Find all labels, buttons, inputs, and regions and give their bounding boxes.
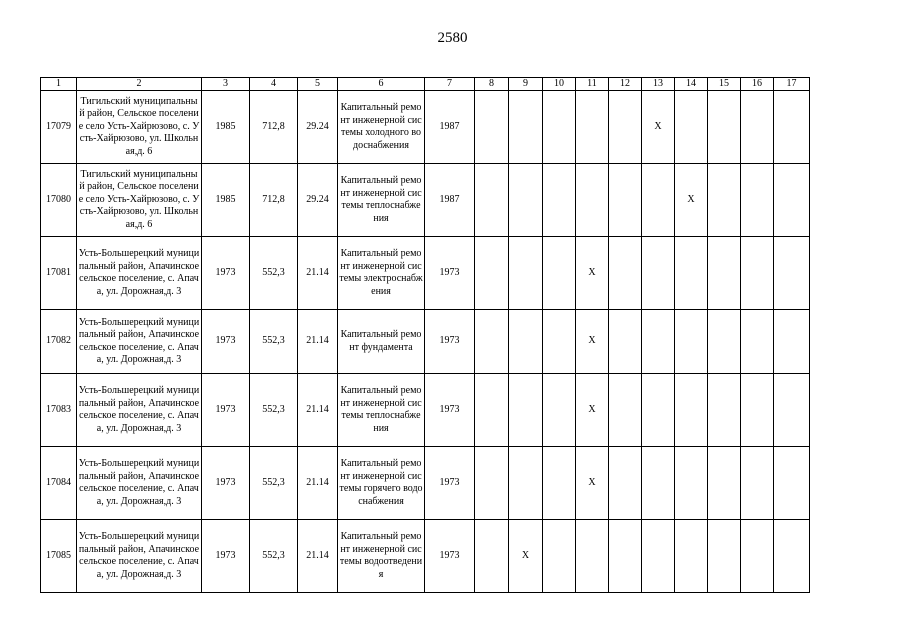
mark-cell [576, 164, 609, 237]
address-cell: Усть-Большерецкий муниципальный район, Апачинское сельское поселение, с. Апача, ул. Дорожная,д. 3 [77, 310, 202, 374]
mark-cell [741, 237, 774, 310]
year-built-cell: 1985 [202, 164, 250, 237]
mark-cell [509, 237, 543, 310]
mark-cell [741, 164, 774, 237]
mark-cell [509, 374, 543, 447]
column-number: 9 [509, 78, 543, 91]
table-row [41, 520, 810, 593]
mark-cell [774, 237, 810, 310]
mark-cell [642, 237, 675, 310]
mark-cell [675, 91, 708, 164]
mark-cell [642, 520, 675, 593]
address-cell: Тигильский муниципальный район, Сельское поселение село Усть-Хайрюзово, с. Усть-Хайрюзово, ул. Школьная,д. 6 [77, 91, 202, 164]
mark-cell [741, 520, 774, 593]
column-number: 14 [675, 78, 708, 91]
column-number: 17 [774, 78, 810, 91]
mark-cell [774, 374, 810, 447]
value-cell: 29.24 [298, 91, 338, 164]
header-row [41, 78, 810, 91]
area-cell: 552,3 [250, 310, 298, 374]
mark-cell [475, 91, 509, 164]
column-number: 12 [609, 78, 642, 91]
mark-cell: X [642, 91, 675, 164]
mark-cell [509, 164, 543, 237]
mark-cell [642, 447, 675, 520]
mark-cell [609, 520, 642, 593]
column-number: 11 [576, 78, 609, 91]
mark-cell [741, 374, 774, 447]
year-cell: 1973 [425, 237, 475, 310]
mark-cell [543, 91, 576, 164]
mark-cell [609, 447, 642, 520]
area-cell: 552,3 [250, 374, 298, 447]
column-number: 6 [338, 78, 425, 91]
mark-cell [609, 237, 642, 310]
table-row [41, 164, 810, 237]
register-table [40, 77, 810, 593]
row-id: 17080 [41, 164, 77, 237]
table-row [41, 91, 810, 164]
mark-cell [708, 91, 741, 164]
work-type-cell: Капитальный ремонт инженерной системы водоотведения [338, 520, 425, 593]
mark-cell [708, 164, 741, 237]
year-built-cell: 1973 [202, 447, 250, 520]
address-cell: Усть-Большерецкий муниципальный район, Апачинское сельское поселение, с. Апача, ул. Дорожная,д. 3 [77, 520, 202, 593]
mark-cell [708, 520, 741, 593]
work-type-cell: Капитальный ремонт инженерной системы электроснабжения [338, 237, 425, 310]
mark-cell [509, 310, 543, 374]
column-number: 13 [642, 78, 675, 91]
mark-cell [675, 520, 708, 593]
work-type-cell: Капитальный ремонт инженерной системы горячего водоснабжения [338, 447, 425, 520]
year-built-cell: 1973 [202, 374, 250, 447]
year-cell: 1973 [425, 374, 475, 447]
area-cell: 712,8 [250, 164, 298, 237]
row-id: 17085 [41, 520, 77, 593]
work-type-cell: Капитальный ремонт инженерной системы теплоснабжения [338, 164, 425, 237]
mark-cell [708, 237, 741, 310]
work-type-cell: Капитальный ремонт инженерной системы теплоснабжения [338, 374, 425, 447]
mark-cell [543, 164, 576, 237]
mark-cell [509, 91, 543, 164]
year-cell: 1973 [425, 447, 475, 520]
year-built-cell: 1973 [202, 310, 250, 374]
column-number: 15 [708, 78, 741, 91]
mark-cell [774, 164, 810, 237]
mark-cell [576, 91, 609, 164]
mark-cell [609, 164, 642, 237]
page-number: 2580 [437, 30, 468, 46]
area-cell: 712,8 [250, 91, 298, 164]
row-id: 17083 [41, 374, 77, 447]
value-cell: 29.24 [298, 164, 338, 237]
mark-cell: X [576, 374, 609, 447]
row-id: 17084 [41, 447, 77, 520]
year-built-cell: 1973 [202, 520, 250, 593]
address-cell: Усть-Большерецкий муниципальный район, Апачинское сельское поселение, с. Апача, ул. Дорожная,д. 3 [77, 237, 202, 310]
column-number: 8 [475, 78, 509, 91]
area-cell: 552,3 [250, 237, 298, 310]
mark-cell [543, 237, 576, 310]
area-cell: 552,3 [250, 447, 298, 520]
table-row [41, 237, 810, 310]
mark-cell [609, 374, 642, 447]
row-id: 17079 [41, 91, 77, 164]
mark-cell [774, 310, 810, 374]
mark-cell [642, 164, 675, 237]
column-number: 1 [41, 78, 77, 91]
mark-cell: X [576, 310, 609, 374]
column-number: 10 [543, 78, 576, 91]
table-row [41, 374, 810, 447]
year-cell: 1987 [425, 164, 475, 237]
mark-cell [642, 310, 675, 374]
mark-cell [576, 520, 609, 593]
year-cell: 1973 [425, 520, 475, 593]
work-type-cell: Капитальный ремонт фундамента [338, 310, 425, 374]
mark-cell [708, 310, 741, 374]
mark-cell [543, 520, 576, 593]
mark-cell [475, 237, 509, 310]
mark-cell [609, 91, 642, 164]
column-number: 16 [741, 78, 774, 91]
mark-cell [741, 447, 774, 520]
column-number: 5 [298, 78, 338, 91]
value-cell: 21.14 [298, 520, 338, 593]
value-cell: 21.14 [298, 310, 338, 374]
year-cell: 1987 [425, 91, 475, 164]
row-id: 17082 [41, 310, 77, 374]
mark-cell [708, 447, 741, 520]
mark-cell [543, 447, 576, 520]
year-built-cell: 1985 [202, 91, 250, 164]
mark-cell [774, 447, 810, 520]
mark-cell: X [675, 164, 708, 237]
year-built-cell: 1973 [202, 237, 250, 310]
mark-cell [675, 237, 708, 310]
address-cell: Усть-Большерецкий муниципальный район, Апачинское сельское поселение, с. Апача, ул. Дорожная,д. 3 [77, 447, 202, 520]
value-cell: 21.14 [298, 237, 338, 310]
mark-cell [543, 310, 576, 374]
mark-cell [543, 374, 576, 447]
value-cell: 21.14 [298, 447, 338, 520]
mark-cell [475, 520, 509, 593]
mark-cell [475, 164, 509, 237]
mark-cell [774, 91, 810, 164]
mark-cell [475, 374, 509, 447]
work-type-cell: Капитальный ремонт инженерной системы холодного водоснабжения [338, 91, 425, 164]
mark-cell [609, 310, 642, 374]
mark-cell [774, 520, 810, 593]
value-cell: 21.14 [298, 374, 338, 447]
column-number: 2 [77, 78, 202, 91]
address-cell: Тигильский муниципальный район, Сельское поселение село Усть-Хайрюзово, с. Усть-Хайрюзово, ул. Школьная,д. 6 [77, 164, 202, 237]
mark-cell: X [576, 447, 609, 520]
mark-cell [642, 374, 675, 447]
column-number: 7 [425, 78, 475, 91]
row-id: 17081 [41, 237, 77, 310]
mark-cell [675, 374, 708, 447]
mark-cell: X [509, 520, 543, 593]
mark-cell: X [576, 237, 609, 310]
column-number: 3 [202, 78, 250, 91]
mark-cell [475, 310, 509, 374]
area-cell: 552,3 [250, 520, 298, 593]
mark-cell [675, 310, 708, 374]
mark-cell [509, 447, 543, 520]
year-cell: 1973 [425, 310, 475, 374]
column-number: 4 [250, 78, 298, 91]
table-row [41, 447, 810, 520]
mark-cell [708, 374, 741, 447]
mark-cell [675, 447, 708, 520]
mark-cell [741, 91, 774, 164]
mark-cell [741, 310, 774, 374]
address-cell: Усть-Большерецкий муниципальный район, Апачинское сельское поселение, с. Апача, ул. Дорожная,д. 3 [77, 374, 202, 447]
mark-cell [475, 447, 509, 520]
table-row [41, 310, 810, 374]
